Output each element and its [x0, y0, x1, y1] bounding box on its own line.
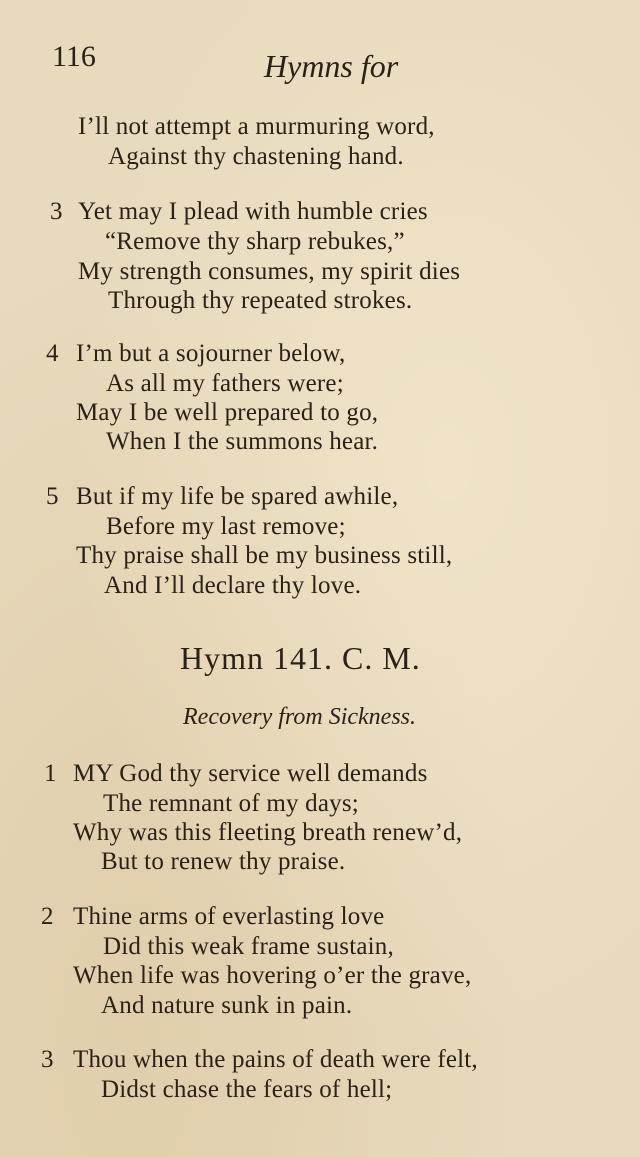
verse-line: When life was hovering o’er the grave,: [73, 962, 472, 989]
verse-line: I’ll not attempt a murmuring word,: [78, 113, 435, 140]
verse-line: Through thy repeated strokes.: [108, 287, 413, 314]
stanza-number: 4: [46, 340, 59, 367]
verse-line: May I be well prepared to go,: [76, 399, 379, 426]
verse-line: And I’ll declare thy love.: [104, 572, 362, 599]
verse-line: Before my last remove;: [106, 513, 346, 540]
verse-line: My strength consumes, my spirit dies: [78, 258, 461, 285]
running-title: Hymns for: [264, 48, 399, 84]
verse-line: Didst chase the fears of hell;: [101, 1076, 393, 1103]
verse-line: The remnant of my days;: [103, 790, 359, 817]
page-number: 116: [52, 40, 96, 73]
stanza-number: 3: [41, 1046, 54, 1073]
verse-line: When I the summons hear.: [106, 428, 379, 455]
stanza-number: 2: [41, 903, 54, 930]
verse-line: Thine arms of everlasting love: [73, 903, 385, 930]
stanza-number: 5: [46, 483, 59, 510]
verse-line: Why was this fleeting breath renew’d,: [73, 819, 463, 846]
verse-line: Did this weak frame sustain,: [103, 933, 394, 960]
stanza-number: 3: [50, 198, 63, 225]
verse-line: Against thy chastening hand.: [108, 143, 404, 170]
page-header: [52, 40, 430, 90]
hymn-heading: Hymn 141. C. M.: [180, 640, 421, 676]
verse-line: Yet may I plead with humble cries: [78, 198, 428, 225]
verse-line: As all my fathers were;: [106, 370, 344, 397]
stanza-number: 1: [44, 760, 57, 787]
verse-line: MY God thy service well demands: [73, 760, 428, 787]
verse-line: Thy praise shall be my business still,: [76, 542, 453, 569]
verse-line: But if my life be spared awhile,: [76, 483, 399, 510]
verse-line: Thou when the pains of death were felt,: [73, 1046, 478, 1073]
verse-line: But to renew thy praise.: [101, 848, 346, 875]
verse-line: And nature sunk in pain.: [101, 992, 353, 1019]
verse-line: I’m but a sojourner below,: [76, 340, 346, 367]
verse-line: “Remove thy sharp rebukes,”: [105, 228, 405, 255]
hymn-subtitle: Recovery from Sickness.: [183, 704, 417, 730]
